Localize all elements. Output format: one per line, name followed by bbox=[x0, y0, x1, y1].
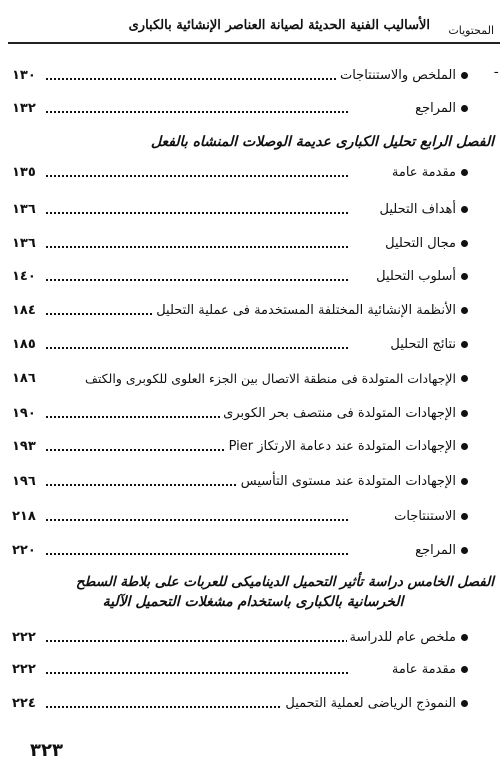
dot-leader bbox=[46, 640, 348, 642]
entry-title: الإجهادات المتولدة عند دعامة الارتكاز Pier bbox=[226, 437, 456, 457]
chapter-heading bbox=[12, 572, 494, 612]
dot-leader bbox=[46, 78, 348, 80]
entry-page: ١٨٦ bbox=[12, 371, 36, 386]
entry-title: المراجع bbox=[412, 99, 456, 119]
entry-page: ١٣٥ bbox=[12, 165, 36, 180]
dot-leader bbox=[46, 347, 348, 349]
entry-page: ١٣٦ bbox=[12, 202, 36, 217]
toc-entry bbox=[12, 267, 468, 291]
chapter-heading bbox=[12, 132, 494, 152]
bullet-icon bbox=[461, 547, 468, 554]
entry-page: ٢١٨ bbox=[12, 509, 36, 524]
entry-title: أهداف التحليل bbox=[377, 200, 456, 220]
entry-page: ٢٢٢ bbox=[12, 662, 36, 677]
bullet-icon bbox=[461, 513, 468, 520]
entry-title: الإجهادات المتولدة عند مستوى التأسيس bbox=[238, 472, 456, 492]
section-title: المحتويات bbox=[448, 24, 494, 37]
toc-entry bbox=[12, 234, 468, 258]
toc-entry bbox=[12, 66, 468, 90]
entry-title: النموذج الرياضى لعملية التحميل bbox=[282, 694, 456, 714]
bullet-icon bbox=[461, 375, 468, 382]
chapter-title: الفصل الرابع تحليل الكبارى عديمة الوصلات المنشاه بالفعل bbox=[150, 134, 494, 150]
entry-title: ملخص عام للدراسة bbox=[347, 628, 456, 648]
entry-page: ١٨٤ bbox=[12, 303, 36, 318]
entry-title: مقدمة عامة bbox=[389, 660, 456, 680]
toc-entry bbox=[12, 335, 468, 359]
dot-leader bbox=[46, 212, 348, 214]
entry-page: ١٩٣ bbox=[12, 439, 36, 454]
bullet-icon bbox=[461, 307, 468, 314]
entry-title: مقدمة عامة bbox=[389, 163, 456, 183]
entry-page: ٢٢٢ bbox=[12, 630, 36, 645]
entry-page: ١٣٠ bbox=[12, 68, 36, 83]
entry-title: الملخص والاستنتاجات bbox=[337, 66, 456, 86]
toc-entry bbox=[12, 301, 468, 325]
bullet-icon bbox=[461, 240, 468, 247]
bullet-icon bbox=[461, 443, 468, 450]
bullet-icon bbox=[461, 169, 468, 176]
entry-title: المراجع bbox=[412, 541, 456, 561]
toc-entry bbox=[12, 507, 468, 531]
dot-leader bbox=[46, 553, 348, 555]
bullet-icon bbox=[461, 634, 468, 641]
toc-entry bbox=[12, 660, 468, 684]
entry-page: ٢٢٤ bbox=[12, 696, 36, 711]
entry-title: الإجهادات المتولدة فى منتصف بحر الكوبرى bbox=[220, 404, 456, 424]
dot-leader bbox=[46, 672, 348, 674]
bullet-icon bbox=[461, 72, 468, 79]
bullet-icon bbox=[461, 478, 468, 485]
toc-entry bbox=[12, 369, 468, 393]
entry-title: مجال التحليل bbox=[382, 234, 456, 254]
entry-page: ١٩٠ bbox=[12, 406, 36, 421]
entry-page: ٢٢٠ bbox=[12, 543, 36, 558]
bullet-icon bbox=[461, 206, 468, 213]
bullet-icon bbox=[461, 341, 468, 348]
toc-entry bbox=[12, 163, 468, 187]
dot-leader bbox=[46, 519, 348, 521]
book-title: الأساليب الفنية الحديثة لصيانة العناصر الإنشائية بالكبارى bbox=[128, 18, 430, 33]
dot-leader bbox=[46, 111, 348, 113]
bullet-icon bbox=[461, 105, 468, 112]
dot-leader bbox=[46, 175, 348, 177]
edge-mark: ـ bbox=[494, 62, 498, 76]
chapter-title-line2: الخرسانية بالكبارى باستخدام مشغلات التحميل الآلية bbox=[102, 594, 404, 610]
toc-entry bbox=[12, 628, 468, 652]
toc-entry bbox=[12, 200, 468, 224]
running-header bbox=[8, 16, 500, 44]
entry-title: الإجهادات المتولدة فى منطقة الاتصال بين الجزء العلوى للكوبرى والكتف bbox=[82, 369, 456, 389]
dot-leader bbox=[46, 246, 348, 248]
toc-entry bbox=[12, 541, 468, 565]
page-number: ٣٢٣ bbox=[30, 740, 63, 761]
bullet-icon bbox=[461, 410, 468, 417]
entry-page: ١٣٦ bbox=[12, 236, 36, 251]
toc-entry bbox=[12, 472, 468, 496]
entry-title: أسلوب التحليل bbox=[373, 267, 456, 287]
entry-title: الأنظمة الإنشائية المختلفة المستخدمة فى عملية التحليل bbox=[153, 301, 456, 321]
dot-leader bbox=[46, 279, 348, 281]
bullet-icon bbox=[461, 273, 468, 280]
toc-entry bbox=[12, 404, 468, 428]
chapter-title-line1: الفصل الخامس دراسة تأثير التحميل الديناميكى للعربات على بلاطة السطح bbox=[75, 574, 494, 590]
toc-entry bbox=[12, 99, 468, 123]
bullet-icon bbox=[461, 700, 468, 707]
entry-title: الاستنتاجات bbox=[391, 507, 456, 527]
bullet-icon bbox=[461, 666, 468, 673]
entry-page: ١٣٢ bbox=[12, 101, 36, 116]
entry-page: ١٩٦ bbox=[12, 474, 36, 489]
toc-entry bbox=[12, 694, 468, 718]
entry-page: ١٨٥ bbox=[12, 337, 36, 352]
entry-title: نتائج التحليل bbox=[387, 335, 456, 355]
toc-entry bbox=[12, 437, 468, 461]
entry-page: ١٤٠ bbox=[12, 269, 36, 284]
